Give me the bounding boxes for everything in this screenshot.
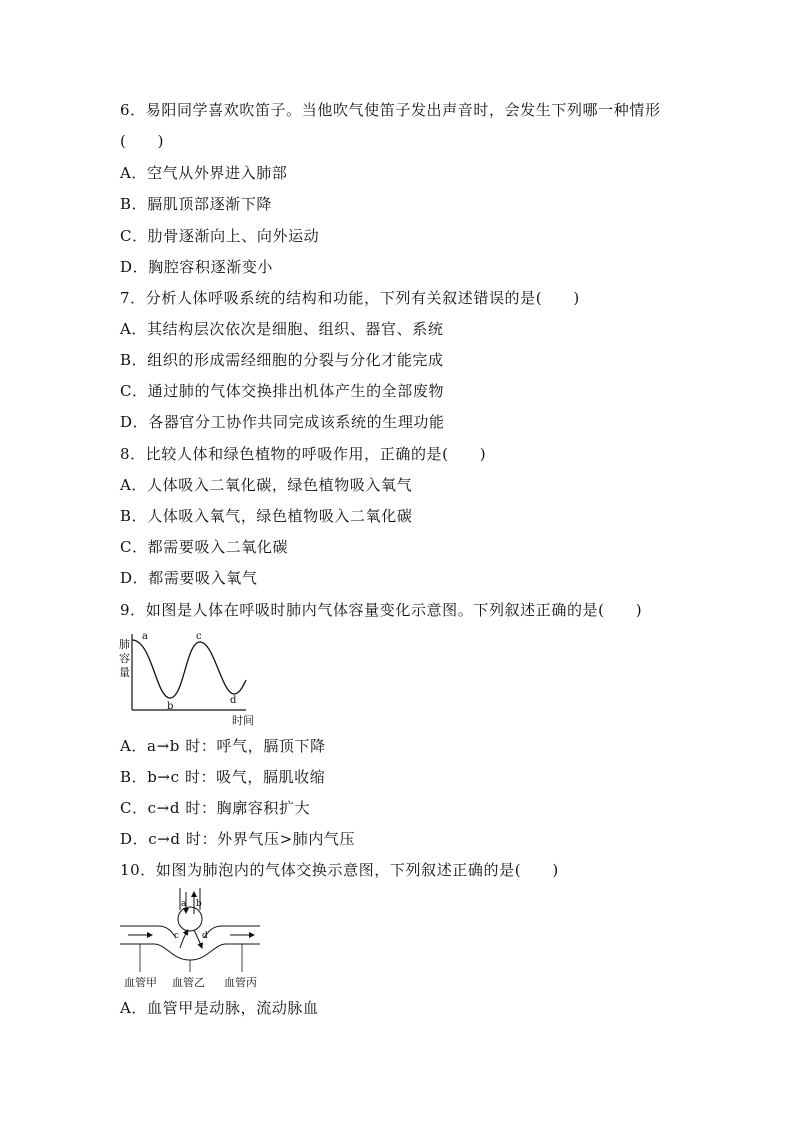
point-label-c: c: [196, 631, 202, 642]
arrow-d: [194, 930, 202, 948]
q9-stem: 9．如图是人体在呼吸时肺内气体容量变化示意图。下列叙述正确的是( ): [120, 601, 643, 619]
lung-volume-figure: [118, 628, 258, 728]
q9-option-c: C．c→d 时：胸廓容积扩大: [120, 799, 311, 817]
vessel-upper-wall-right: [204, 926, 260, 938]
y-label-3: 量: [119, 666, 130, 679]
q10-option-a: A．血管甲是动脉，流动脉血: [120, 999, 319, 1017]
q6-option-a: A．空气从外界进入肺部: [120, 164, 288, 182]
q7-stem: 7．分析人体呼吸系统的结构和功能，下列有关叙述错误的是( ): [120, 289, 580, 307]
q8-option-b: B．人体吸入氧气，绿色植物吸入二氧化碳: [120, 507, 413, 525]
q7-option-a: A．其结构层次依次是细胞、组织、器官、系统: [120, 320, 444, 338]
q6-option-b: B．膈肌顶部逐渐下降: [120, 195, 273, 213]
y-label-1: 肺: [119, 638, 130, 651]
q8-option-a: A．人体吸入二氧化碳，绿色植物吸入氧气: [120, 476, 413, 494]
gas-label-c: c: [174, 931, 180, 941]
q8-option-c: C．都需要吸入二氧化碳: [120, 538, 289, 556]
q6-stem: 6．易阳同学喜欢吹笛子。当他吹气使笛子发出声音时，会发生下列哪一种情形: [120, 101, 661, 119]
gas-label-d: d: [202, 931, 208, 941]
lung-volume-curve: [132, 640, 246, 698]
vessel-label-bing: 血管丙: [224, 976, 257, 989]
vessel-label-yi: 血管乙: [172, 976, 205, 989]
point-label-a: a: [142, 631, 148, 642]
point-label-b: b: [167, 701, 174, 712]
q8-option-d: D．都需要吸入氧气: [120, 569, 258, 587]
alveolus-gas-exchange-figure: [118, 886, 268, 992]
q9-option-a: A．a→b 时：呼气，膈顶下降: [120, 737, 326, 755]
point-label-d: d: [230, 695, 237, 706]
q7-option-d: D．各器官分工协作共同完成该系统的生理功能: [120, 413, 445, 431]
q7-option-b: B．组织的形成需经细胞的分裂与分化才能完成: [120, 351, 444, 369]
x-axis-label: 时间: [232, 714, 254, 727]
q9-option-d: D．c→d 时：外界气压>肺内气压: [120, 830, 356, 848]
arrow-c: [180, 930, 188, 948]
vessel-lower-wall: [120, 944, 260, 960]
q7-option-c: C．通过肺的气体交换排出机体产生的全部废物: [120, 382, 445, 400]
vessel-label-jia: 血管甲: [124, 976, 157, 989]
q10-stem: 10．如图为肺泡内的气体交换示意图，下列叙述正确的是( ): [120, 861, 559, 879]
gas-label-a: a: [181, 899, 187, 909]
alveolus: [178, 907, 202, 931]
q6-stem-continued: ( ): [120, 132, 165, 150]
vessel-upper-wall-left: [120, 926, 176, 938]
q9-option-b: B．b→c 时：吸气，膈肌收缩: [120, 768, 326, 786]
q6-option-c: C．肋骨逐渐向上、向外运动: [120, 227, 320, 245]
y-label-2: 容: [119, 652, 130, 665]
gas-label-b: b: [196, 899, 202, 909]
q8-stem: 8．比较人体和绿色植物的呼吸作用，正确的是( ): [120, 445, 487, 463]
q6-option-d: D．胸腔容积逐渐变小: [120, 258, 274, 276]
